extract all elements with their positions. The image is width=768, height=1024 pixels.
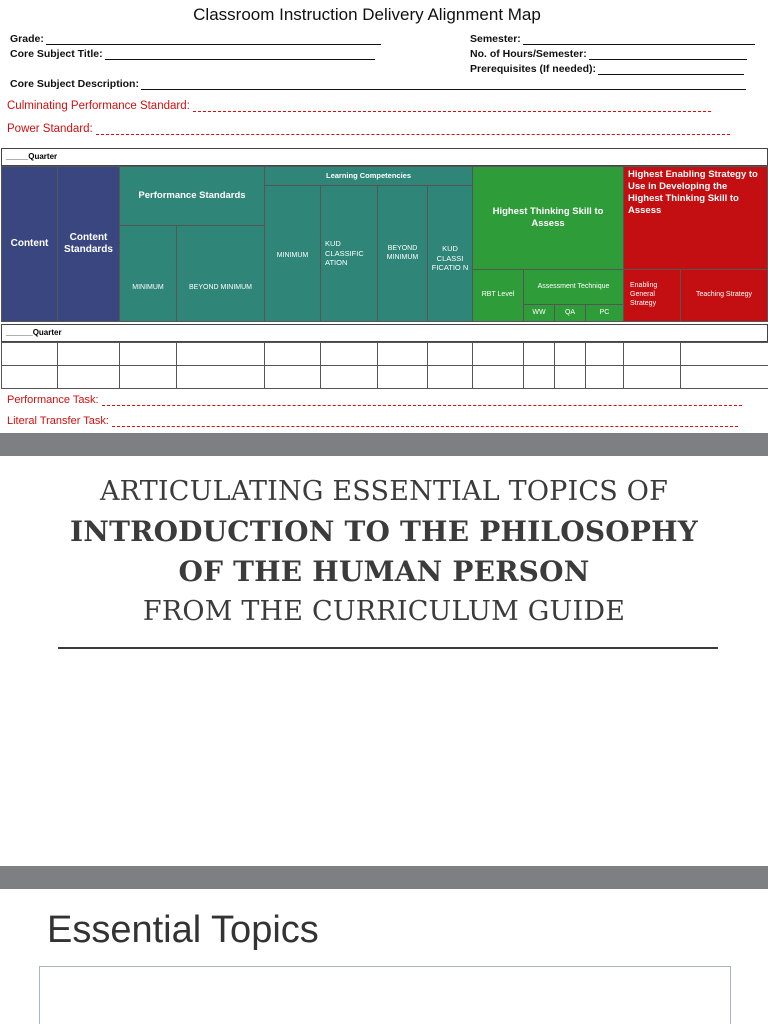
- literal-transfer-line: [112, 418, 738, 427]
- blank-cell: [320, 342, 378, 366]
- header-assessment-technique: Assessment Technique: [523, 269, 624, 305]
- literal-transfer-label: Literal Transfer Task:: [7, 415, 109, 427]
- grade-field: [10, 33, 381, 45]
- header-learning-competencies: Learning Competencies: [264, 166, 473, 186]
- blank-cell: [119, 365, 177, 389]
- prereq-label: Prerequisites (If needed):: [470, 63, 597, 75]
- header-lc-kud-2: KUD CLASSI FICATIO N: [427, 185, 473, 322]
- cidam-title: Classroom Instruction Delivery Alignment Map: [193, 5, 541, 24]
- blank-cell: [585, 342, 624, 366]
- blank-cell: [1, 365, 58, 389]
- blank-cell: [57, 342, 120, 366]
- power-standard-label: Power Standard:: [7, 123, 93, 135]
- header-performance-standards: Performance Standards: [119, 166, 265, 226]
- blank-cell: [523, 342, 555, 366]
- semester-line: [523, 35, 755, 45]
- hours-field: [470, 48, 747, 60]
- subject-desc-label: Core Subject Description:: [10, 78, 139, 90]
- culminating-standard-label: Culminating Performance Standard:: [7, 100, 190, 112]
- blank-cell: [57, 365, 120, 389]
- blank-cell: [176, 342, 265, 366]
- power-standard-field: [7, 123, 730, 135]
- header-ps-minimum: MINIMUM: [119, 225, 177, 322]
- semester-label: Semester:: [470, 33, 521, 45]
- blank-cell: [427, 365, 473, 389]
- blank-cell: [523, 365, 555, 389]
- title-line-1: ARTICULATING ESSENTIAL TOPICS OF: [99, 476, 669, 507]
- quarter-label-2: ______Quarter: [6, 328, 62, 337]
- essential-topics-box: [39, 966, 731, 1024]
- blank-cell: [427, 342, 473, 366]
- blank-cell: [554, 342, 586, 366]
- quarter-strip-2: [1, 324, 768, 342]
- blank-cell: [472, 365, 524, 389]
- prereq-field: [470, 63, 744, 75]
- title-line-2: INTRODUCTION TO THE PHILOSOPHY: [70, 515, 698, 548]
- header-highest-thinking: Highest Thinking Skill to Assess: [472, 166, 624, 270]
- blank-cell: [623, 342, 681, 366]
- blank-cell: [176, 365, 265, 389]
- header-lc-beyond: BEYOND MINIMUM: [377, 185, 428, 322]
- header-lc-minimum: MINIMUM: [264, 185, 321, 322]
- header-content-standards: Content Standards: [57, 166, 120, 322]
- essential-topics-title: Essential Topics: [47, 909, 319, 951]
- title-underline: [58, 647, 718, 649]
- subject-title-label: Core Subject Title:: [10, 48, 103, 60]
- prereq-line: [598, 65, 744, 75]
- blank-cell: [554, 365, 586, 389]
- hours-label: No. of Hours/Semester:: [470, 48, 587, 60]
- performance-task-label: Performance Task:: [7, 394, 99, 406]
- quarter-strip-1: [1, 148, 768, 166]
- subject-title-line: [105, 50, 375, 60]
- cidam-slide: [0, 0, 768, 433]
- blank-cell: [680, 342, 768, 366]
- subject-desc-field: [10, 78, 746, 90]
- grade-line: [46, 35, 381, 45]
- subject-title-field: [10, 48, 375, 60]
- power-standard-line: [96, 126, 730, 135]
- blank-cell: [264, 365, 321, 389]
- slide-separator-2: [0, 866, 768, 889]
- header-qa: QA: [554, 304, 586, 322]
- header-rbt-level: RBT Level: [472, 269, 524, 322]
- performance-task-field: [7, 394, 742, 406]
- header-ww: WW: [523, 304, 555, 322]
- header-enabling-general: Enabling General Strategy: [623, 269, 681, 322]
- header-ps-beyond: BEYOND MINIMUM: [176, 225, 265, 322]
- title-slide: [0, 456, 768, 866]
- blank-cell: [585, 365, 624, 389]
- header-lc-kud-1: KUD CLASSIFIC ATION: [320, 185, 378, 322]
- header-content: Content: [1, 166, 58, 322]
- subject-desc-line: [141, 80, 746, 90]
- grade-label: Grade:: [10, 33, 44, 45]
- semester-field: [470, 33, 755, 45]
- title-line-4: FROM THE CURRICULUM GUIDE: [142, 596, 626, 627]
- literal-transfer-field: [7, 415, 738, 427]
- blank-cell: [472, 342, 524, 366]
- performance-task-line: [102, 397, 742, 406]
- blank-cell: [680, 365, 768, 389]
- hours-line: [589, 50, 747, 60]
- slide-separator-1: [0, 433, 768, 456]
- header-teaching-strategy: Teaching Strategy: [680, 269, 768, 322]
- blank-cell: [377, 342, 428, 366]
- culminating-standard-field: [7, 100, 711, 112]
- quarter-label-1: _____Quarter: [6, 152, 58, 161]
- blank-cell: [377, 365, 428, 389]
- header-pc: PC: [585, 304, 624, 322]
- blank-cell: [119, 342, 177, 366]
- culminating-standard-line: [193, 103, 711, 112]
- blank-cell: [264, 342, 321, 366]
- header-highest-enabling: Highest Enabling Strategy to Use in Developing the Highest Thinking Skill to Assess: [623, 166, 768, 270]
- blank-cell: [1, 342, 58, 366]
- blank-cell: [320, 365, 378, 389]
- essential-topics-slide: [0, 889, 768, 1024]
- blank-cell: [623, 365, 681, 389]
- title-line-3: OF THE HUMAN PERSON: [178, 555, 590, 588]
